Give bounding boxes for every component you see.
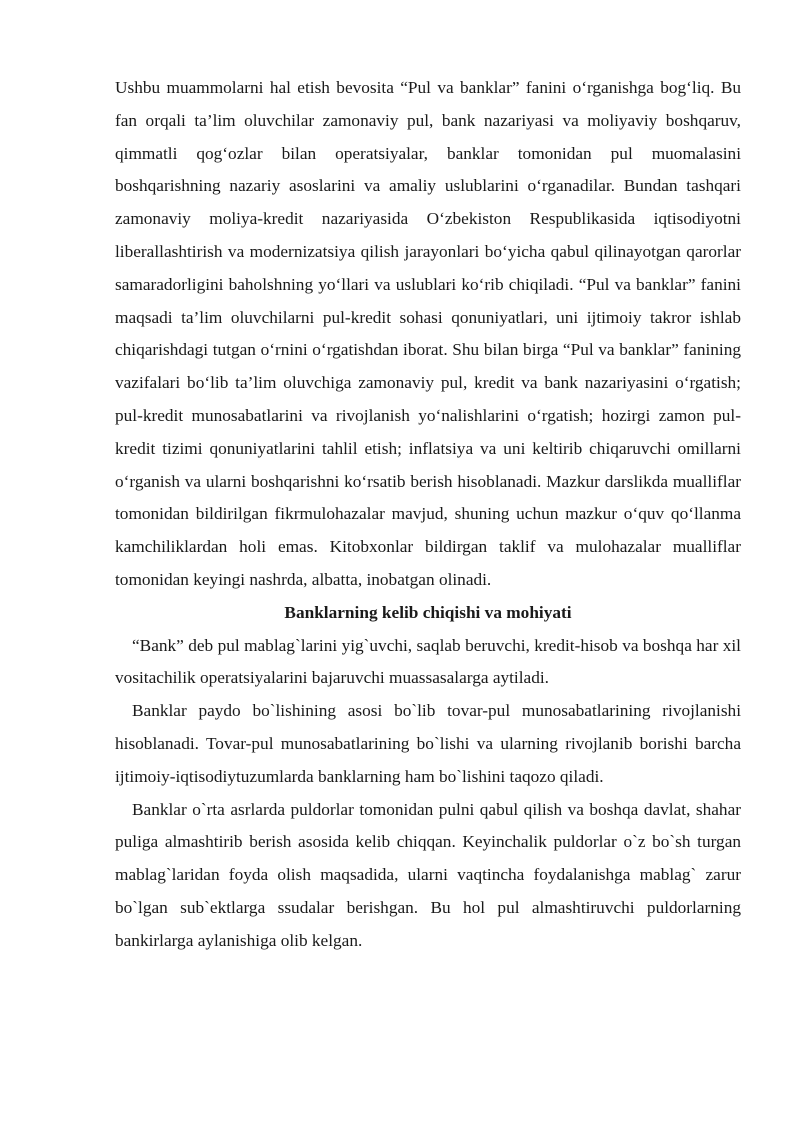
paragraph-bank-history: Banklar o`rta asrlarda puldorlar tomonidan pulni qabul qilish va boshqa davlat, shahar puliga almashtirib berish asosida kelib chiqqan. Keyinchalik puldorlar o`z bo`sh turgan mablag`laridan foyda olish maqsadida, ularni vaqtincha foydalanishga mablag` zarur bo`lgan sub`ektlarga ssudalar berishgan. Bu hol pul almashtiruvchi puldorlarning bankirlarga aylanishiga olib kelgan. xyxy=(115,799,741,950)
intro-paragraph: Ushbu muammolarni hal etish bevosita “Pul va banklar” fanini o‘rganishga bog‘liq. Bu fan orqali ta’lim oluvchilar zamonaviy pul, bank nazariyasi va moliyaviy boshqaruv, qimmatli qog‘ozlar bilan operatsiyalar, banklar tomonidan pul muomalasini boshqarishning nazariy asoslarini va amaliy uslublarini o‘rganadilar. Bundan tashqari zamonaviy moliya-kredit nazariyasida O‘zbekiston Respublikasida iqtisodiyotni liberallashtirish va modernizatsiya qilish jarayonlari bo‘yicha qabul qilinayotgan qarorlar samaradorligini baholshning yo‘llari va uslublari ko‘rib chiqiladi. “Pul va banklar” fanini maqsadi ta’lim oluvchilarni pul-kredit sohasi qonuniyatlari, uni ijtimoiy takror ishlab chiqarishdagi tutgan o‘rnini o‘rgatishdan iborat. Shu bilan birga “Pul va banklar” fanining vazifalari bo‘lib ta’lim oluvchiga zamonaviy pul, kredit va bank nazariyasini o‘rgatish; pul-kredit munosabatlarini va rivojlanish yo‘nalishlarini o‘rgatish; hozirgi zamon pul-kredit tizimi qonuniyatlarini tahlil etish; inflatsiya va uni keltirib chiqaruvchi omillarni o‘rganish va ularni boshqarishni ko‘rsatib berish hisoblanadi. Mazkur darslikda mualliflar tomonidan bildirilgan fikrmulohazalar mavjud, shuning uchun mazkur o‘quv qo‘llanma kamchiliklardan holi emas. Kitobxonlar bildirgan taklif va mulohazalar mualliflar tomonidan keyingi nashrda, albatta, inobatgan olinadi. xyxy=(115,78,741,589)
paragraph-bank-origins: Banklar paydo bo`lishining asosi bo`lib tovar-pul munosabatlarining rivojlanishi hisoblanadi. Tovar-pul munosabatlarining bo`lishi va ularning rivojlanib borishi barcha ijtimoiy-iqtisodiytuzumlarda banklarning ham bo`lishini taqozo qiladi. xyxy=(115,701,741,786)
section-heading: Banklarning kelib chiqishi va mohiyati xyxy=(284,602,572,622)
paragraph-bank-definition: “Bank” deb pul mablag`larini yig`uvchi, saqlab beruvchi, kredit-hisob va boshqa har xil vositachilik operatsiyalarini bajaruvchi muassasalarga aytiladi. xyxy=(115,635,741,688)
document-page xyxy=(115,72,741,958)
